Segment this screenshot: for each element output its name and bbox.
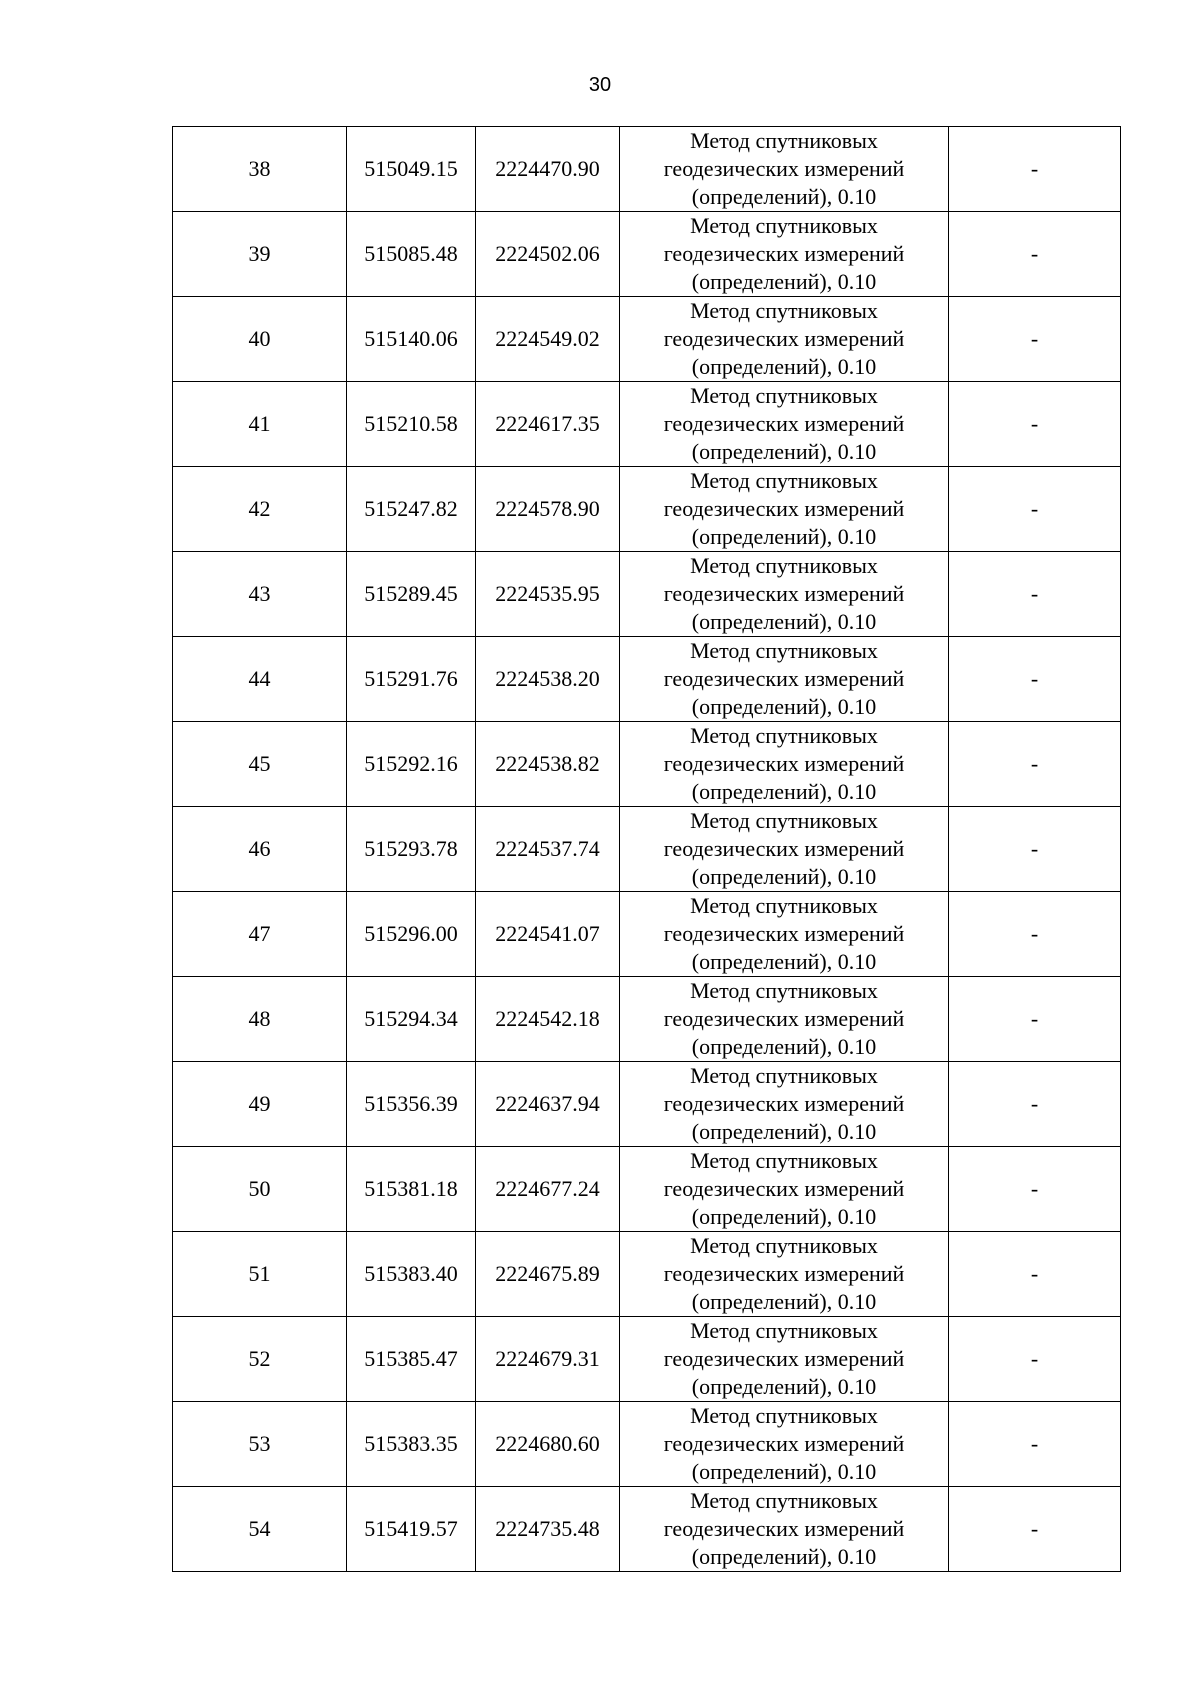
x-coordinate-cell: 515383.35 — [347, 1402, 476, 1487]
method-cell — [620, 892, 949, 977]
method-text-line: геодезических измерений — [663, 1091, 905, 1116]
note-cell: - — [949, 382, 1121, 467]
y-coordinate-cell: 2224735.48 — [476, 1487, 620, 1572]
table-row — [173, 297, 1121, 382]
page-number: 30 — [588, 74, 612, 96]
method-text-line: (определений), 0.10 — [691, 609, 877, 634]
method-text-line: Метод спутниковых — [690, 893, 878, 918]
point-number-cell: 39 — [173, 212, 347, 297]
method-cell — [620, 1402, 949, 1487]
method-text-line: Метод спутниковых — [690, 553, 878, 578]
point-number-cell: 46 — [173, 807, 347, 892]
method-text-line: Метод спутниковых — [690, 638, 878, 663]
note-cell: - — [949, 1232, 1121, 1317]
method-text-line: (определений), 0.10 — [691, 864, 877, 889]
method-text-line: Метод спутниковых — [690, 723, 878, 748]
table-row — [173, 1402, 1121, 1487]
point-number-cell: 53 — [173, 1402, 347, 1487]
method-cell — [620, 977, 949, 1062]
note-cell: - — [949, 552, 1121, 637]
method-text-line: Метод спутниковых — [690, 383, 878, 408]
point-number-cell: 43 — [173, 552, 347, 637]
point-number-cell: 45 — [173, 722, 347, 807]
table-row — [173, 1232, 1121, 1317]
x-coordinate-cell: 515291.76 — [347, 637, 476, 722]
method-text-line: (определений), 0.10 — [691, 779, 877, 804]
point-number-cell: 54 — [173, 1487, 347, 1572]
method-cell — [620, 637, 949, 722]
y-coordinate-cell: 2224578.90 — [476, 467, 620, 552]
table-row — [173, 892, 1121, 977]
method-text-line: геодезических измерений — [663, 1516, 905, 1541]
method-text-line: Метод спутниковых — [690, 1488, 878, 1513]
method-text-line: Метод спутниковых — [690, 1063, 878, 1088]
point-number-cell: 40 — [173, 297, 347, 382]
x-coordinate-cell: 515049.15 — [347, 127, 476, 212]
y-coordinate-cell: 2224535.95 — [476, 552, 620, 637]
method-text-line: Метод спутниковых — [690, 1318, 878, 1343]
method-text-line: геодезических измерений — [663, 411, 905, 436]
x-coordinate-cell: 515381.18 — [347, 1147, 476, 1232]
table-row — [173, 977, 1121, 1062]
method-text-line: Метод спутниковых — [690, 808, 878, 833]
table-row — [173, 1487, 1121, 1572]
y-coordinate-cell: 2224637.94 — [476, 1062, 620, 1147]
y-coordinate-cell: 2224677.24 — [476, 1147, 620, 1232]
table-row — [173, 637, 1121, 722]
y-coordinate-cell: 2224541.07 — [476, 892, 620, 977]
table-row — [173, 807, 1121, 892]
method-text-line: геодезических измерений — [663, 496, 905, 521]
y-coordinate-cell: 2224679.31 — [476, 1317, 620, 1402]
note-cell: - — [949, 637, 1121, 722]
y-coordinate-cell: 2224549.02 — [476, 297, 620, 382]
note-cell: - — [949, 977, 1121, 1062]
note-cell: - — [949, 467, 1121, 552]
coordinates-table-body — [173, 127, 1121, 1572]
method-text-line: (определений), 0.10 — [691, 354, 877, 379]
x-coordinate-cell: 515296.00 — [347, 892, 476, 977]
method-text-line: (определений), 0.10 — [691, 949, 877, 974]
y-coordinate-cell: 2224538.20 — [476, 637, 620, 722]
method-text-line: геодезических измерений — [663, 156, 905, 181]
method-text-line: геодезических измерений — [663, 1006, 905, 1031]
method-text-line: (определений), 0.10 — [691, 1459, 877, 1484]
method-text-line: геодезических измерений — [663, 326, 905, 351]
method-text-line: (определений), 0.10 — [691, 269, 877, 294]
x-coordinate-cell: 515140.06 — [347, 297, 476, 382]
x-coordinate-cell: 515292.16 — [347, 722, 476, 807]
method-cell — [620, 1232, 949, 1317]
table-row — [173, 1147, 1121, 1232]
y-coordinate-cell: 2224538.82 — [476, 722, 620, 807]
method-text-line: (определений), 0.10 — [691, 524, 877, 549]
note-cell: - — [949, 892, 1121, 977]
method-cell — [620, 722, 949, 807]
method-text-line: геодезических измерений — [663, 836, 905, 861]
method-text-line: геодезических измерений — [663, 241, 905, 266]
method-text-line: геодезических измерений — [663, 581, 905, 606]
x-coordinate-cell: 515247.82 — [347, 467, 476, 552]
point-number-cell: 38 — [173, 127, 347, 212]
point-number-cell: 47 — [173, 892, 347, 977]
x-coordinate-cell: 515385.47 — [347, 1317, 476, 1402]
method-text-line: геодезических измерений — [663, 921, 905, 946]
x-coordinate-cell: 515294.34 — [347, 977, 476, 1062]
method-text-line: (определений), 0.10 — [691, 1289, 877, 1314]
y-coordinate-cell: 2224542.18 — [476, 977, 620, 1062]
y-coordinate-cell: 2224675.89 — [476, 1232, 620, 1317]
method-cell — [620, 127, 949, 212]
method-text-line: (определений), 0.10 — [691, 1034, 877, 1059]
note-cell: - — [949, 297, 1121, 382]
method-text-line: Метод спутниковых — [690, 128, 878, 153]
table-row — [173, 212, 1121, 297]
method-cell — [620, 552, 949, 637]
table-row — [173, 1062, 1121, 1147]
method-cell — [620, 1062, 949, 1147]
y-coordinate-cell: 2224502.06 — [476, 212, 620, 297]
method-text-line: геодезических измерений — [663, 1261, 905, 1286]
point-number-cell: 49 — [173, 1062, 347, 1147]
method-cell — [620, 212, 949, 297]
coordinates-table — [172, 126, 1121, 1572]
x-coordinate-cell: 515085.48 — [347, 212, 476, 297]
method-text-line: Метод спутниковых — [690, 1403, 878, 1428]
table-row — [173, 552, 1121, 637]
method-text-line: геодезических измерений — [663, 751, 905, 776]
x-coordinate-cell: 515210.58 — [347, 382, 476, 467]
point-number-cell: 48 — [173, 977, 347, 1062]
method-text-line: геодезических измерений — [663, 1431, 905, 1456]
note-cell: - — [949, 807, 1121, 892]
method-cell — [620, 1317, 949, 1402]
method-text-line: (определений), 0.10 — [691, 1374, 877, 1399]
note-cell: - — [949, 1402, 1121, 1487]
point-number-cell: 52 — [173, 1317, 347, 1402]
method-text-line: Метод спутниковых — [690, 1148, 878, 1173]
x-coordinate-cell: 515289.45 — [347, 552, 476, 637]
note-cell: - — [949, 1317, 1121, 1402]
note-cell: - — [949, 722, 1121, 807]
x-coordinate-cell: 515383.40 — [347, 1232, 476, 1317]
table-row — [173, 467, 1121, 552]
method-cell — [620, 807, 949, 892]
method-text-line: геодезических измерений — [663, 1346, 905, 1371]
table-row — [173, 127, 1121, 212]
y-coordinate-cell: 2224680.60 — [476, 1402, 620, 1487]
note-cell: - — [949, 212, 1121, 297]
method-text-line: Метод спутниковых — [690, 213, 878, 238]
note-cell: - — [949, 1062, 1121, 1147]
method-text-line: геодезических измерений — [663, 666, 905, 691]
table-row — [173, 1317, 1121, 1402]
method-cell — [620, 382, 949, 467]
method-text-line: (определений), 0.10 — [691, 1119, 877, 1144]
method-text-line: (определений), 0.10 — [691, 1544, 877, 1569]
point-number-cell: 50 — [173, 1147, 347, 1232]
method-cell — [620, 1147, 949, 1232]
point-number-cell: 51 — [173, 1232, 347, 1317]
method-text-line: Метод спутниковых — [690, 1233, 878, 1258]
x-coordinate-cell: 515356.39 — [347, 1062, 476, 1147]
y-coordinate-cell: 2224617.35 — [476, 382, 620, 467]
table-row — [173, 382, 1121, 467]
method-text-line: Метод спутниковых — [690, 468, 878, 493]
method-text-line: (определений), 0.10 — [691, 694, 877, 719]
method-text-line: (определений), 0.10 — [691, 184, 877, 209]
x-coordinate-cell: 515293.78 — [347, 807, 476, 892]
method-text-line: Метод спутниковых — [690, 298, 878, 323]
method-text-line: Метод спутниковых — [690, 978, 878, 1003]
y-coordinate-cell: 2224537.74 — [476, 807, 620, 892]
method-text-line: (определений), 0.10 — [691, 439, 877, 464]
method-cell — [620, 1487, 949, 1572]
note-cell: - — [949, 1487, 1121, 1572]
point-number-cell: 44 — [173, 637, 347, 722]
method-cell — [620, 467, 949, 552]
method-text-line: геодезических измерений — [663, 1176, 905, 1201]
method-cell — [620, 297, 949, 382]
point-number-cell: 41 — [173, 382, 347, 467]
point-number-cell: 42 — [173, 467, 347, 552]
table-row — [173, 722, 1121, 807]
x-coordinate-cell: 515419.57 — [347, 1487, 476, 1572]
note-cell: - — [949, 127, 1121, 212]
note-cell: - — [949, 1147, 1121, 1232]
y-coordinate-cell: 2224470.90 — [476, 127, 620, 212]
method-text-line: (определений), 0.10 — [691, 1204, 877, 1229]
